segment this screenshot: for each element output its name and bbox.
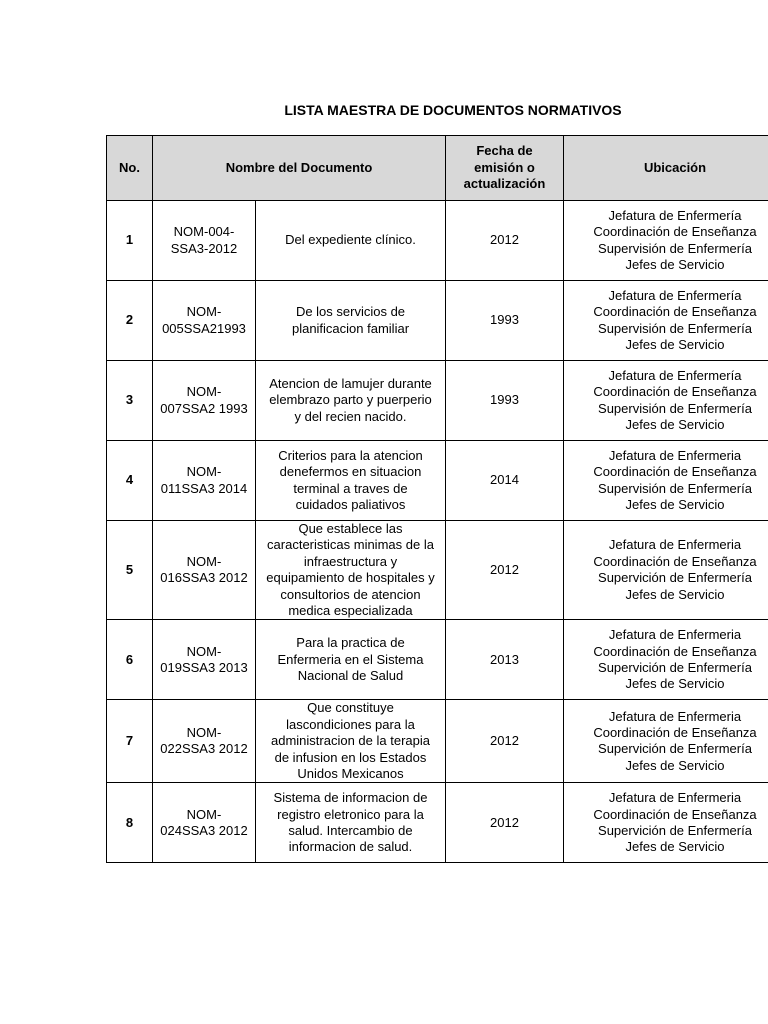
row-number: 1: [107, 201, 153, 281]
document-name: Del expediente clínico.: [256, 201, 446, 281]
row-number: 6: [107, 620, 153, 700]
document-name: Sistema de informacion de registro eletronico para la salud. Intercambio de informacion de salud.: [256, 783, 446, 863]
table-row: [107, 361, 768, 441]
document-name: Que constituye lascondiciones para la administracion de la terapia de infusion en los Estados Unidos Mexicanos: [256, 700, 446, 783]
header-location: Ubicación: [564, 136, 768, 201]
document-code: NOM- 024SSA3 2012: [153, 783, 256, 863]
document-code: NOM-004- SSA3-2012: [153, 201, 256, 281]
document-year: 2013: [446, 620, 564, 700]
document-year: 2012: [446, 783, 564, 863]
row-number: 5: [107, 521, 153, 620]
table-row: [107, 783, 768, 863]
document-name: De los servicios de planificacion familiar: [256, 281, 446, 361]
document-code: NOM- 019SSA3 2013: [153, 620, 256, 700]
document-year: 1993: [446, 361, 564, 441]
document-code: NOM- 011SSA3 2014: [153, 441, 256, 521]
row-number: 8: [107, 783, 153, 863]
document-location: Jefatura de Enfermería Coordinación de Enseñanza Supervisión de Enfermería Jefes de Servicio: [564, 281, 768, 361]
row-number: 7: [107, 700, 153, 783]
document-code: NOM- 016SSA3 2012: [153, 521, 256, 620]
table-row: [107, 441, 768, 521]
table-header-row: [107, 136, 768, 201]
document-year: 2014: [446, 441, 564, 521]
document-code: NOM- 022SSA3 2012: [153, 700, 256, 783]
document-year: 2012: [446, 700, 564, 783]
document-code: NOM- 005SSA21993: [153, 281, 256, 361]
document-location: Jefatura de Enfermería Coordinación de Enseñanza Supervisión de Enfermería Jefes de Servicio: [564, 361, 768, 441]
document-code: NOM- 007SSA2 1993: [153, 361, 256, 441]
document-title: LISTA MAESTRA DE DOCUMENTOS NORMATIVOS: [284, 102, 622, 118]
table-row: [107, 620, 768, 700]
document-location: Jefatura de Enfermeria Coordinación de Enseñanza Supervisión de Enfermería Jefes de Servicio: [564, 441, 768, 521]
document-name: Que establece las caracteristicas minimas de la infraestructura y equipamiento de hospitales y consultorios de atencion medica especializada: [256, 521, 446, 620]
document-name: Para la practica de Enfermeria en el Sistema Nacional de Salud: [256, 620, 446, 700]
document-location: Jefatura de Enfermeria Coordinación de Enseñanza Supervición de Enfermería Jefes de Servicio: [564, 620, 768, 700]
document-location: Jefatura de Enfermeria Coordinación de Enseñanza Supervición de Enfermería Jefes de Servicio: [564, 521, 768, 620]
row-number: 3: [107, 361, 153, 441]
document-name: Criterios para la atencion denefermos en situacion terminal a traves de cuidados paliativos: [256, 441, 446, 521]
document-location: Jefatura de Enfermeria Coordinación de Enseñanza Supervición de Enfermería Jefes de Servicio: [564, 783, 768, 863]
document-year: 1993: [446, 281, 564, 361]
header-document-name: Nombre del Documento: [153, 136, 446, 201]
row-number: 4: [107, 441, 153, 521]
document-year: 2012: [446, 201, 564, 281]
row-number: 2: [107, 281, 153, 361]
document-location: Jefatura de Enfermeria Coordinación de Enseñanza Supervición de Enfermería Jefes de Servicio: [564, 700, 768, 783]
header-no: No.: [107, 136, 153, 201]
document-year: 2012: [446, 521, 564, 620]
documents-table: [106, 135, 768, 863]
document-location: Jefatura de Enfermería Coordinación de Enseñanza Supervisión de Enfermería Jefes de Servicio: [564, 201, 768, 281]
table-row: [107, 201, 768, 281]
document-name: Atencion de lamujer durante elembrazo parto y puerperio y del recien nacido.: [256, 361, 446, 441]
table-row: [107, 281, 768, 361]
header-date: Fecha de emisión o actualización: [446, 136, 564, 201]
table-row: [107, 700, 768, 783]
table-row: [107, 521, 768, 620]
